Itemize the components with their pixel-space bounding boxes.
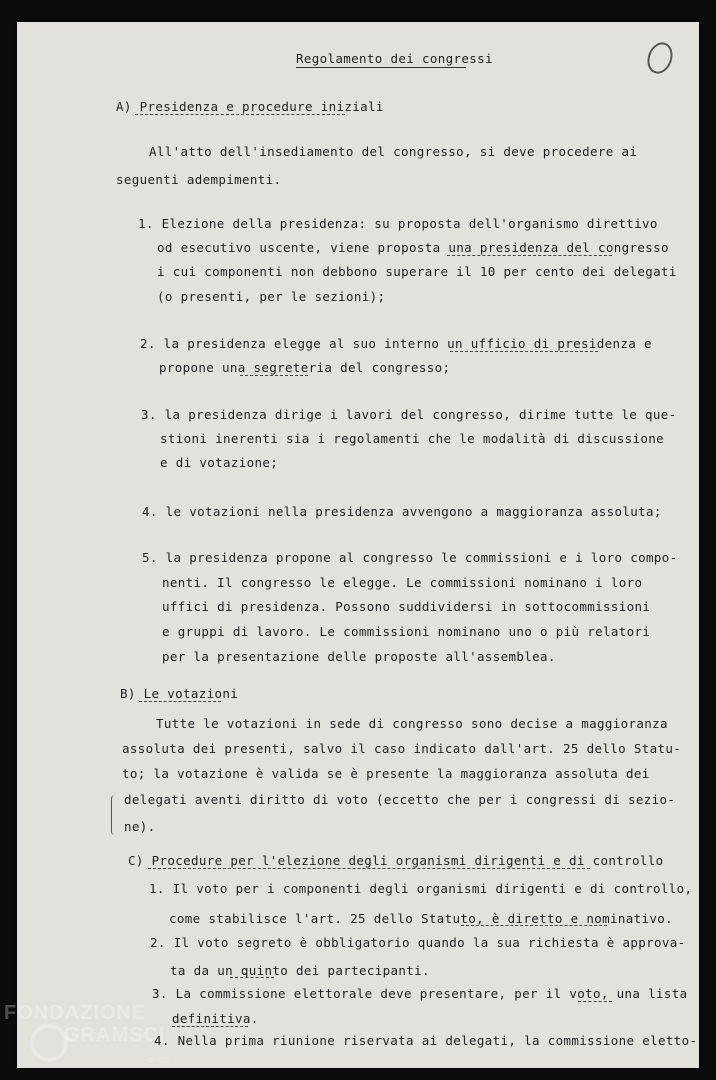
watermark-line: FONDAZIONE	[4, 1002, 147, 1024]
watermark-logo-icon	[30, 1024, 68, 1062]
section-b-paragraph-line: ne).	[124, 819, 156, 834]
section-b-paragraph-line: Tutte le votazioni in sede di congresso sono decise a maggioranza	[156, 716, 668, 731]
section-b-paragraph-line: delegati aventi diritto di voto (eccetto che per i congressi di sezio-	[124, 792, 676, 807]
annotation-underline	[240, 375, 308, 376]
item-c3-line: definitiva.	[172, 1011, 259, 1026]
section-b-paragraph-line: assoluta dei presenti, salvo il caso indicato dall'art. 25 dello Statu-	[122, 741, 682, 756]
item-a2-line: 2. la presidenza elegge al suo interno un ufficio di presidenza e	[140, 336, 652, 351]
item-a3-line: stioni inerenti sia i regolamenti che le modalità di discussione	[160, 431, 665, 446]
item-c1-line: 1. Il voto per i componenti degli organismi dirigenti e di controllo,	[149, 881, 693, 896]
section-a-underline	[135, 114, 345, 115]
item-a4-line: 4. le votazioni nella presidenza avvengono a maggioranza assoluta;	[142, 504, 662, 519]
item-a1-line: (o presenti, per le sezioni);	[157, 289, 386, 304]
annotation-underline	[450, 351, 598, 352]
section-b-underline	[139, 701, 221, 702]
item-a1-line: i cui componenti non debbono superare il 10 per cento dei delegati	[157, 264, 677, 279]
item-c2-line: ta da un quinto dei partecipanti.	[170, 963, 430, 978]
annotation-underline	[447, 255, 612, 256]
section-c-heading: C) Procedure per l'elezione degli organismi dirigenti e di controllo	[128, 853, 664, 868]
item-a1-line: 1. Elezione della presidenza: su proposta dell'organismo direttivo	[138, 216, 658, 231]
section-b-paragraph-line: to; la votazione è valida se è presente la maggioranza assoluta dei	[122, 766, 650, 781]
section-b-heading: B) Le votazioni	[120, 686, 239, 701]
item-c4-line: 4. Nella prima riunione riservata ai delegati, la commissione eletto-	[154, 1033, 698, 1048]
document-title: Regolamento dei congressi	[296, 51, 493, 66]
section-a-intro-line: seguenti adempimenti.	[116, 172, 282, 187]
annotation-underline	[461, 925, 607, 926]
annotation-underline	[230, 977, 274, 978]
section-c-underline	[148, 868, 590, 869]
annotation-underline	[172, 1026, 248, 1027]
item-a5-line: e gruppi di lavoro. Le commissioni nominano uno o più relatori	[162, 624, 651, 639]
annotation-underline	[578, 1001, 612, 1002]
item-a1-line: od esecutivo uscente, viene proposta una presidenza del congresso	[157, 240, 669, 255]
item-c2-line: 2. Il voto segreto è obbligatorio quando la sua richiesta è approva-	[150, 935, 686, 950]
item-a5-line: per la presentazione delle proposte all'assemblea.	[162, 649, 556, 664]
item-a5-line: 5. la presidenza propone al congresso le commissioni e i loro compo-	[142, 550, 678, 565]
section-a-heading: A) Presidenza e procedure iniziali	[116, 99, 384, 114]
item-a2-line: propone una segreteria del congresso;	[159, 360, 451, 375]
item-a3-line: 3. la presidenza dirige i lavori del congresso, dirime tutte le que-	[141, 407, 677, 422]
item-c1-line: come stabilisce l'art. 25 dello Statuto, è diretto e nominativo.	[169, 911, 674, 926]
title-underline	[296, 67, 466, 68]
margin-mark	[111, 795, 118, 835]
watermark-line: GRAMSCI	[64, 1024, 166, 1046]
watermark-line: onlus	[148, 1054, 170, 1064]
item-a5-line: uffici di presidenza. Possono suddividersi in sottocommissioni	[162, 599, 651, 614]
section-a-intro-line: All'atto dell'insediamento del congresso, si deve procedere ai	[149, 144, 638, 159]
item-a5-line: nenti. Il congresso le elegge. Le commissioni nominano i loro	[162, 575, 643, 590]
item-c3-line: 3. La commissione elettorale deve presentare, per il voto, una lista	[152, 986, 688, 1001]
item-a3-line: e di votazione;	[160, 455, 279, 470]
